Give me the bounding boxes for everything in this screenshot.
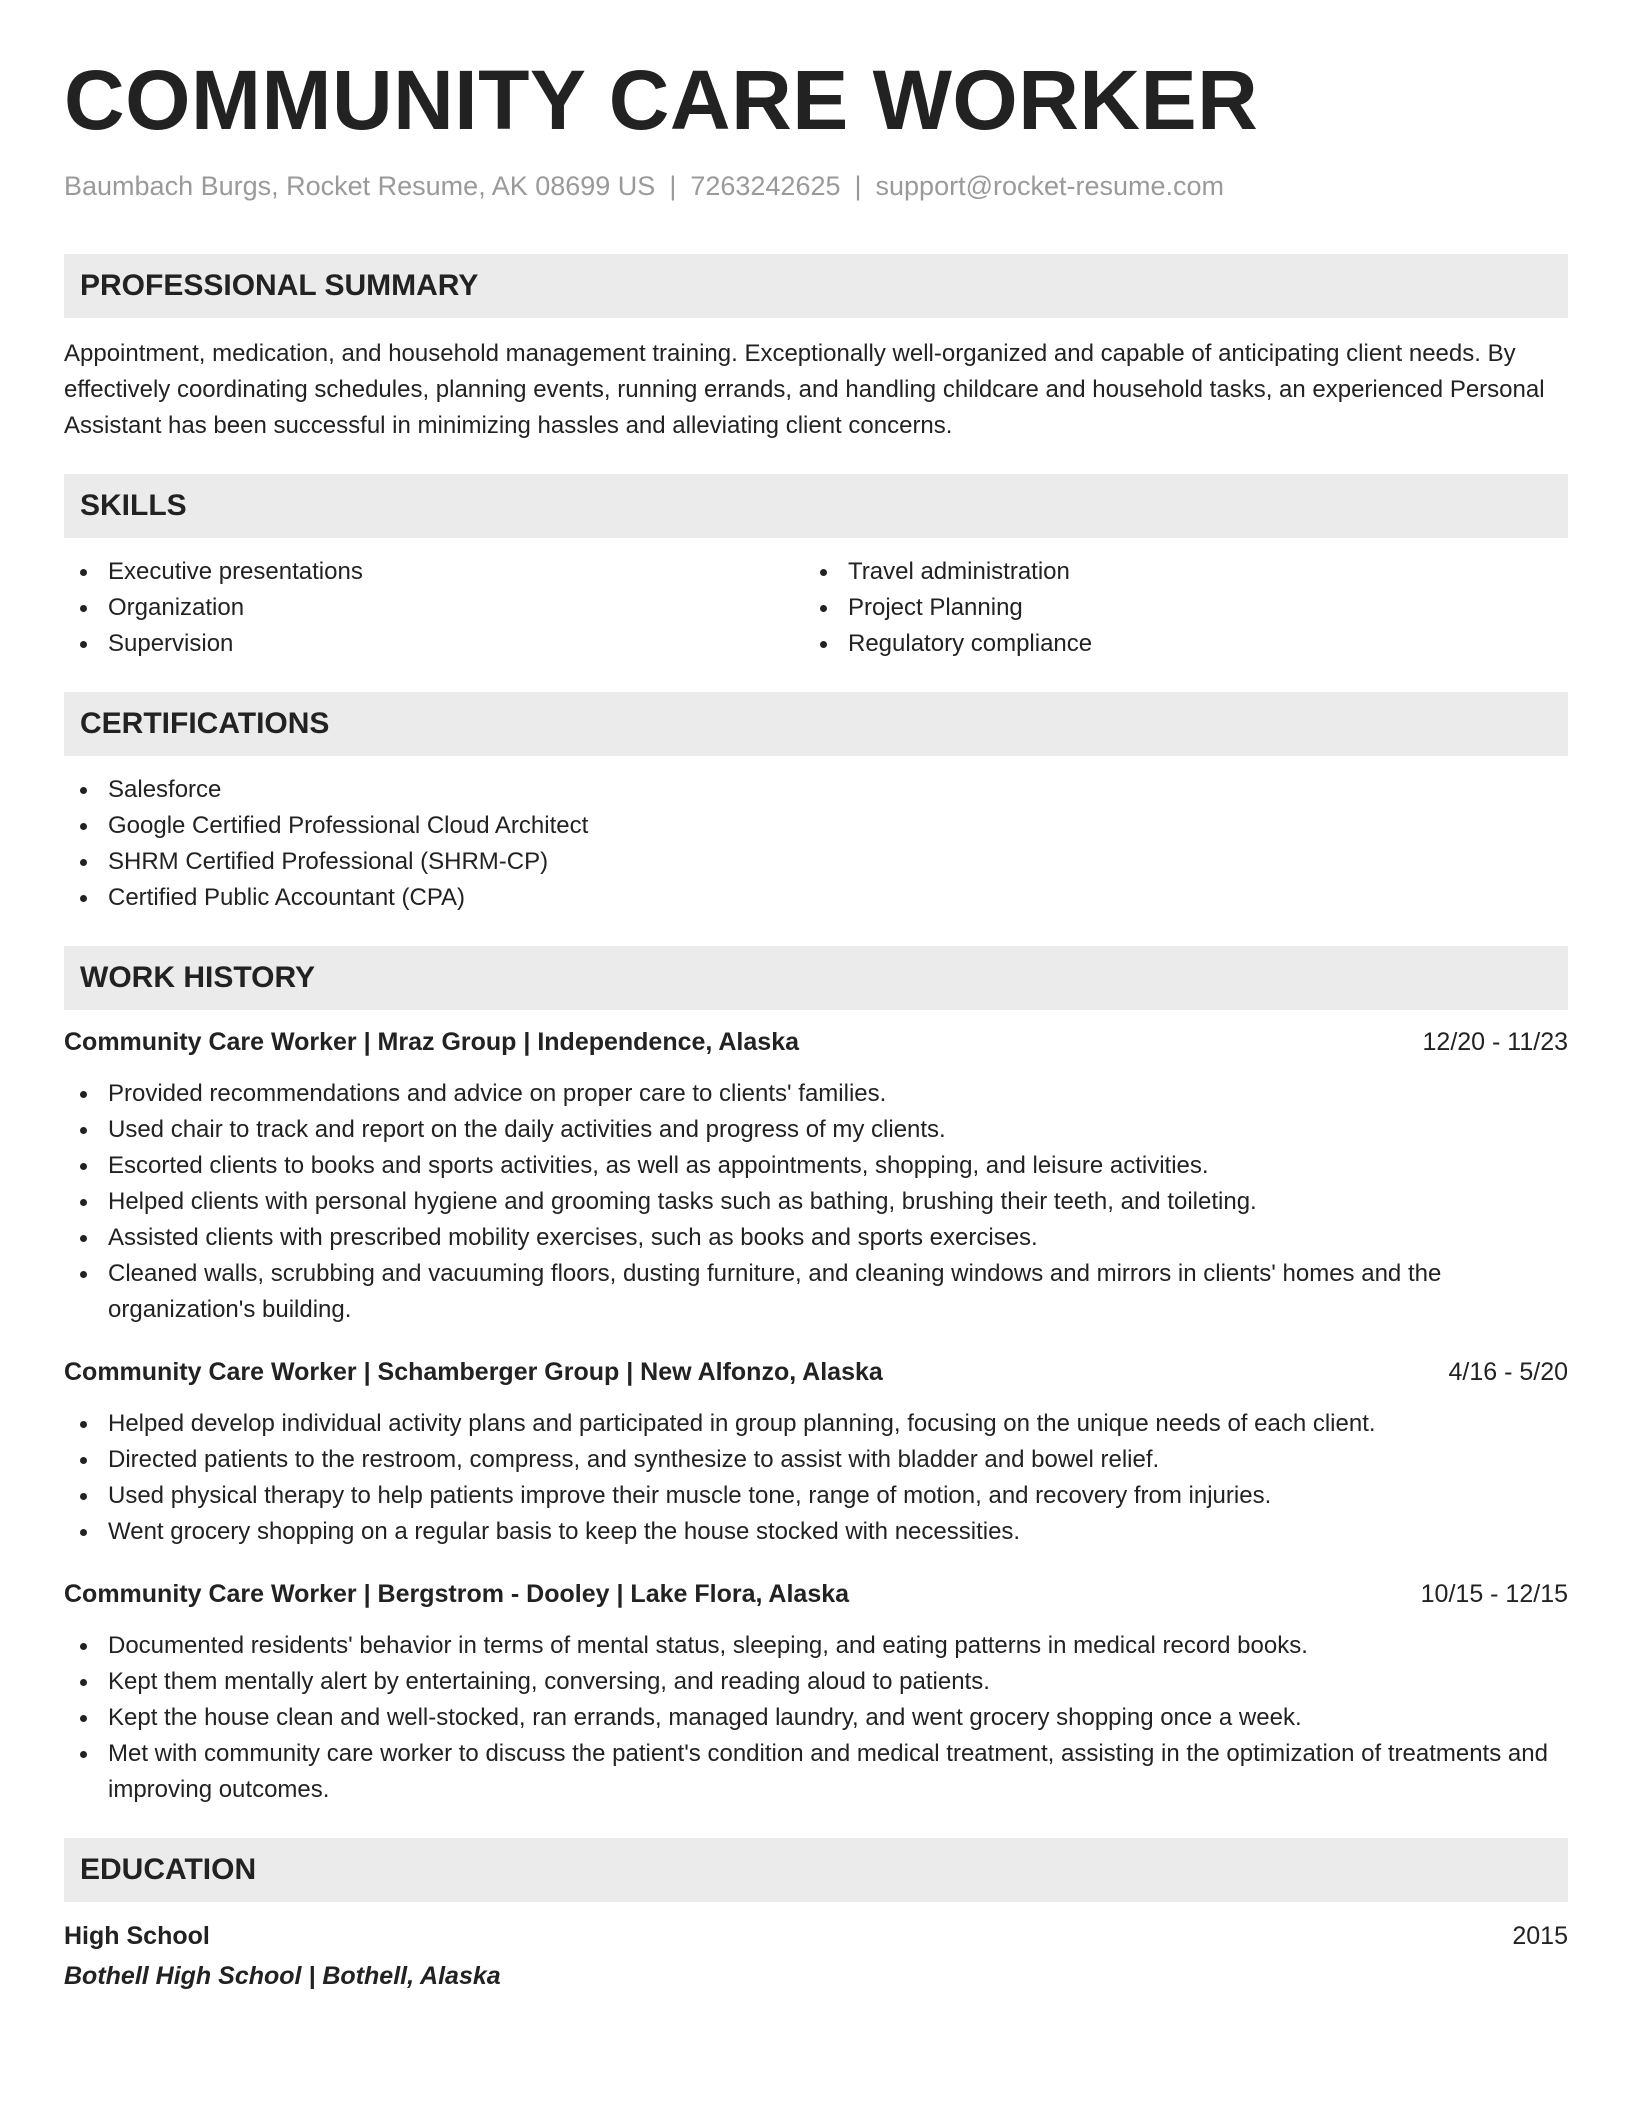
work-history-section xyxy=(64,946,1568,1808)
skill-item: Project Planning xyxy=(804,590,1544,626)
job-duty: Escorted clients to books and sports activities, as well as appointments, shopping, and leisure activities. xyxy=(64,1148,1568,1184)
education-school: Bothell High School | Bothell, Alaska xyxy=(64,1962,501,1991)
certification-item: Salesforce xyxy=(64,772,1568,808)
education-year: 2015 xyxy=(1512,1922,1568,1951)
summary-section xyxy=(64,254,1568,444)
job-duty: Kept the house clean and well-stocked, ran errands, managed laundry, and went grocery shopping once a week. xyxy=(64,1700,1568,1736)
skill-item: Executive presentations xyxy=(64,554,804,590)
certifications-heading: CERTIFICATIONS xyxy=(64,692,1568,756)
contact-separator: | xyxy=(669,171,677,201)
job-duty: Met with community care worker to discuss the patient's condition and medical treatment, assisting in the optimization of treatments and improving outcomes. xyxy=(64,1736,1568,1808)
job-title: Community Care Worker | Bergstrom - Dooley | Lake Flora, Alaska xyxy=(64,1580,850,1609)
work-history-heading: WORK HISTORY xyxy=(64,946,1568,1010)
summary-text: Appointment, medication, and household management training. Exceptionally well-organized and capable of anticipating client needs. By effectively coordinating schedules, planning events, running errands, and handling childcare and household tasks, an experienced Personal Assistant has been successful in minimizing hassles and alleviating client concerns. xyxy=(64,340,1545,440)
job-duties xyxy=(64,1406,1568,1550)
education-heading: EDUCATION xyxy=(64,1838,1568,1902)
certification-item: Google Certified Professional Cloud Architect xyxy=(64,808,1568,844)
resume-name: COMMUNITY CARE WORKER xyxy=(64,53,1259,147)
skills-list-left xyxy=(64,554,804,662)
skill-item: Supervision xyxy=(64,626,804,662)
skill-item: Organization xyxy=(64,590,804,626)
contact-address: Baumbach Burgs, Rocket Resume, AK 08699 US xyxy=(64,171,656,201)
job-title: Community Care Worker | Mraz Group | Independence, Alaska xyxy=(64,1028,799,1057)
skills-list-right xyxy=(804,554,1544,662)
job-duty: Directed patients to the restroom, compress, and synthesize to assist with bladder and bowel relief. xyxy=(64,1442,1568,1478)
job-duties xyxy=(64,1076,1568,1328)
summary-heading: PROFESSIONAL SUMMARY xyxy=(64,254,1568,318)
contact-line xyxy=(64,170,1568,202)
contact-separator: | xyxy=(854,171,862,201)
job-entry xyxy=(64,1024,1568,1328)
job-duty: Kept them mentally alert by entertaining, conversing, and reading aloud to patients. xyxy=(64,1664,1568,1700)
education-section xyxy=(64,1838,1568,1996)
job-duty: Cleaned walls, scrubbing and vacuuming floors, dusting furniture, and cleaning windows and mirrors in clients' homes and the organization's building. xyxy=(64,1256,1568,1328)
skills-section xyxy=(64,474,1568,662)
job-duty: Helped clients with personal hygiene and grooming tasks such as bathing, brushing their teeth, and toileting. xyxy=(64,1184,1568,1220)
job-duty: Went grocery shopping on a regular basis to keep the house stocked with necessities. xyxy=(64,1514,1568,1550)
skills-heading: SKILLS xyxy=(64,474,1568,538)
job-duty: Used chair to track and report on the daily activities and progress of my clients. xyxy=(64,1112,1568,1148)
contact-phone: 7263242625 xyxy=(690,171,841,201)
skill-item: Travel administration xyxy=(804,554,1544,590)
job-duty: Assisted clients with prescribed mobility exercises, such as books and sports exercises. xyxy=(64,1220,1568,1256)
certification-item: Certified Public Accountant (CPA) xyxy=(64,880,1568,916)
job-dates: 10/15 - 12/15 xyxy=(1420,1580,1568,1609)
job-duty: Used physical therapy to help patients improve their muscle tone, range of motion, and recovery from injuries. xyxy=(64,1478,1568,1514)
certifications-section xyxy=(64,692,1568,916)
job-duty: Helped develop individual activity plans and participated in group planning, focusing on the unique needs of each client. xyxy=(64,1406,1568,1442)
job-entry xyxy=(64,1576,1568,1808)
job-dates: 12/20 - 11/23 xyxy=(1422,1028,1568,1057)
education-degree: High School xyxy=(64,1922,210,1951)
certification-item: SHRM Certified Professional (SHRM-CP) xyxy=(64,844,1568,880)
certifications-list xyxy=(64,772,1568,916)
job-entry xyxy=(64,1354,1568,1550)
job-duty: Provided recommendations and advice on proper care to clients' families. xyxy=(64,1076,1568,1112)
job-duty: Documented residents' behavior in terms of mental status, sleeping, and eating patterns in medical record books. xyxy=(64,1628,1568,1664)
job-title: Community Care Worker | Schamberger Group | New Alfonzo, Alaska xyxy=(64,1358,883,1387)
contact-email: support@rocket-resume.com xyxy=(875,171,1225,201)
job-dates: 4/16 - 5/20 xyxy=(1448,1358,1568,1387)
job-duties xyxy=(64,1628,1568,1808)
skill-item: Regulatory compliance xyxy=(804,626,1544,662)
